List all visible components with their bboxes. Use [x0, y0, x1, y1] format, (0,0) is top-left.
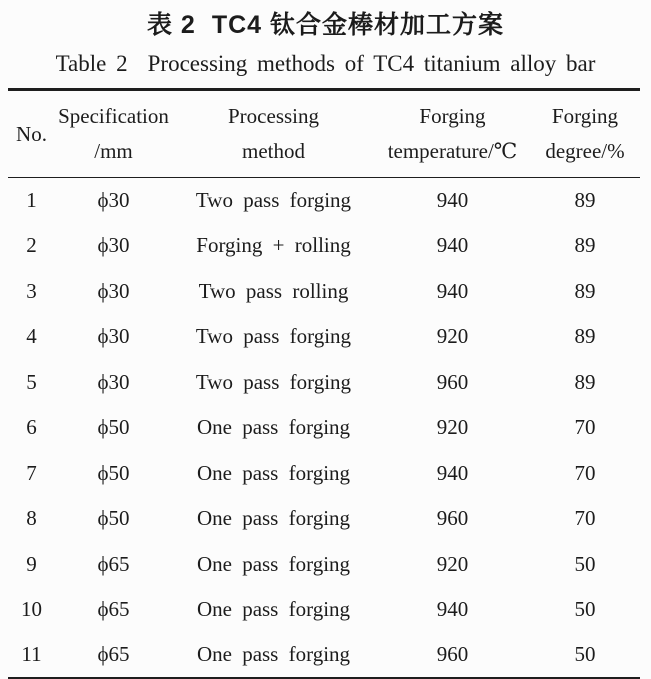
cell-specification: ϕ65	[97, 597, 130, 622]
cell-specification: ϕ30	[97, 369, 130, 394]
cell-forging-degree: 50	[574, 597, 596, 622]
cell-forging-degree: 70	[574, 506, 596, 531]
col-header-forging-temperature: Forging temperature/℃	[387, 104, 518, 163]
cell-processing-method: Two pass rolling	[198, 278, 349, 303]
cell-specification: ϕ50	[97, 415, 130, 440]
table-row	[8, 405, 640, 451]
cell-processing-method: One pass forging	[196, 597, 351, 622]
cell-forging-degree: 89	[574, 278, 596, 303]
cell-no: 7	[26, 460, 37, 485]
cell-no: 3	[26, 278, 37, 303]
cell-specification: ϕ65	[97, 551, 130, 576]
cell-specification: ϕ30	[97, 278, 130, 303]
table-row	[8, 542, 640, 588]
cell-forging-degree: 50	[574, 551, 596, 576]
cell-processing-method: One pass forging	[196, 551, 351, 576]
cell-forging-temperature: 920	[436, 415, 469, 440]
cell-processing-method: One pass forging	[196, 415, 351, 440]
cell-processing-method: One pass forging	[196, 642, 351, 666]
cell-no: 5	[26, 369, 37, 394]
cell-specification: ϕ65	[97, 642, 130, 666]
cell-forging-temperature: 940	[436, 278, 469, 303]
table-row	[8, 451, 640, 497]
table-caption-english	[0, 51, 651, 77]
cell-processing-method: Two pass forging	[195, 369, 352, 394]
cell-specification: ϕ30	[97, 324, 130, 349]
cell-forging-degree: 70	[574, 415, 596, 440]
cell-forging-degree: 89	[574, 188, 596, 212]
cell-specification: ϕ30	[97, 233, 130, 258]
cell-forging-degree: 50	[574, 642, 596, 666]
cell-forging-temperature: 940	[436, 597, 469, 622]
cell-forging-temperature: 940	[436, 188, 469, 212]
table-row	[8, 314, 640, 360]
cell-forging-temperature: 960	[436, 642, 469, 666]
cell-no: 10	[21, 597, 42, 622]
cell-forging-temperature: 920	[436, 324, 469, 349]
cell-specification: ϕ50	[97, 506, 130, 531]
cell-no: 11	[21, 642, 42, 666]
table-row	[8, 360, 640, 406]
col-header-no-label: No.	[16, 121, 47, 146]
cell-forging-degree: 89	[574, 369, 596, 394]
table-caption-chinese	[0, 0, 651, 41]
table-number-en: Table 2	[55, 51, 128, 76]
table-row	[8, 633, 640, 679]
cell-forging-degree: 89	[574, 324, 596, 349]
cell-forging-temperature: 920	[436, 551, 469, 576]
table-title-zh: TC4 钛合金棒材加工方案	[211, 11, 505, 39]
cell-processing-method: Two pass forging	[195, 188, 352, 212]
cell-no: 8	[26, 506, 37, 531]
table-title-en: Processing methods of TC4 titanium alloy bar	[147, 51, 596, 76]
col-header-forging-degree: Forging degree/%	[545, 104, 625, 163]
col-header-specification: Specification /mm	[58, 104, 169, 163]
cell-no: 6	[26, 415, 37, 440]
table-row	[8, 223, 640, 269]
cell-forging-degree: 89	[574, 233, 596, 258]
table-row	[8, 178, 640, 224]
table-number-zh: 表 2	[146, 11, 196, 39]
cell-forging-temperature: 960	[436, 506, 469, 531]
col-header-no	[8, 90, 55, 178]
cell-specification: ϕ30	[97, 188, 130, 212]
cell-forging-degree: 70	[574, 460, 596, 485]
cell-forging-temperature: 940	[436, 460, 469, 485]
cell-no: 9	[26, 551, 37, 576]
table-row	[8, 496, 640, 542]
cell-forging-temperature: 960	[436, 369, 469, 394]
col-header-processing-method: Processing method	[228, 104, 319, 163]
table-row	[8, 269, 640, 315]
cell-processing-method: One pass forging	[196, 460, 351, 485]
header-row	[8, 90, 640, 178]
cell-processing-method: Two pass forging	[195, 324, 352, 349]
cell-processing-method: Forging + rolling	[196, 233, 351, 258]
cell-no: 1	[26, 188, 37, 212]
cell-no: 2	[26, 233, 37, 258]
processing-methods-table	[8, 88, 640, 679]
cell-processing-method: One pass forging	[196, 506, 351, 531]
cell-no: 4	[26, 324, 37, 349]
cell-forging-temperature: 940	[436, 233, 469, 258]
table-row	[8, 587, 640, 633]
cell-specification: ϕ50	[97, 460, 130, 485]
